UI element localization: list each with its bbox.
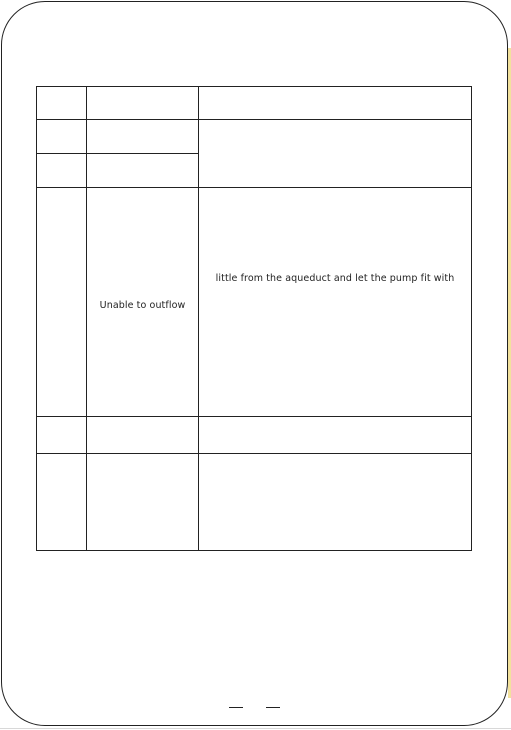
fault-text: Unable to outflow [99,299,186,311]
footer-dash [229,707,243,708]
table-row [37,188,472,417]
table-cell-fault [87,87,199,120]
troubleshooting-table [36,86,472,551]
table-cell-solution [199,417,472,454]
table-cell-fault [87,188,199,417]
table-row [37,87,472,120]
table-cell-solution [199,188,472,417]
solution-text: little from the aqueduct and let the pump fit with [215,272,455,284]
table-cell-no [37,454,87,551]
table-cell-no [37,417,87,454]
table-cell-solution [199,87,472,120]
table-row [37,417,472,454]
table-cell-no [37,154,87,188]
table-cell-no [37,188,87,417]
table-cell-no [37,87,87,120]
table-cell-solution [199,454,472,551]
table-cell-fault [87,454,199,551]
table-row [37,120,472,154]
footer-dash [266,707,280,708]
table-cell-fault [87,120,199,154]
table-cell-fault [87,154,199,188]
page-bottom-edge [0,728,511,729]
table-cell-solution [199,120,472,188]
table-cell-fault [87,417,199,454]
table-row [37,454,472,551]
page-number-marks [229,707,281,711]
table-cell-no [37,120,87,154]
